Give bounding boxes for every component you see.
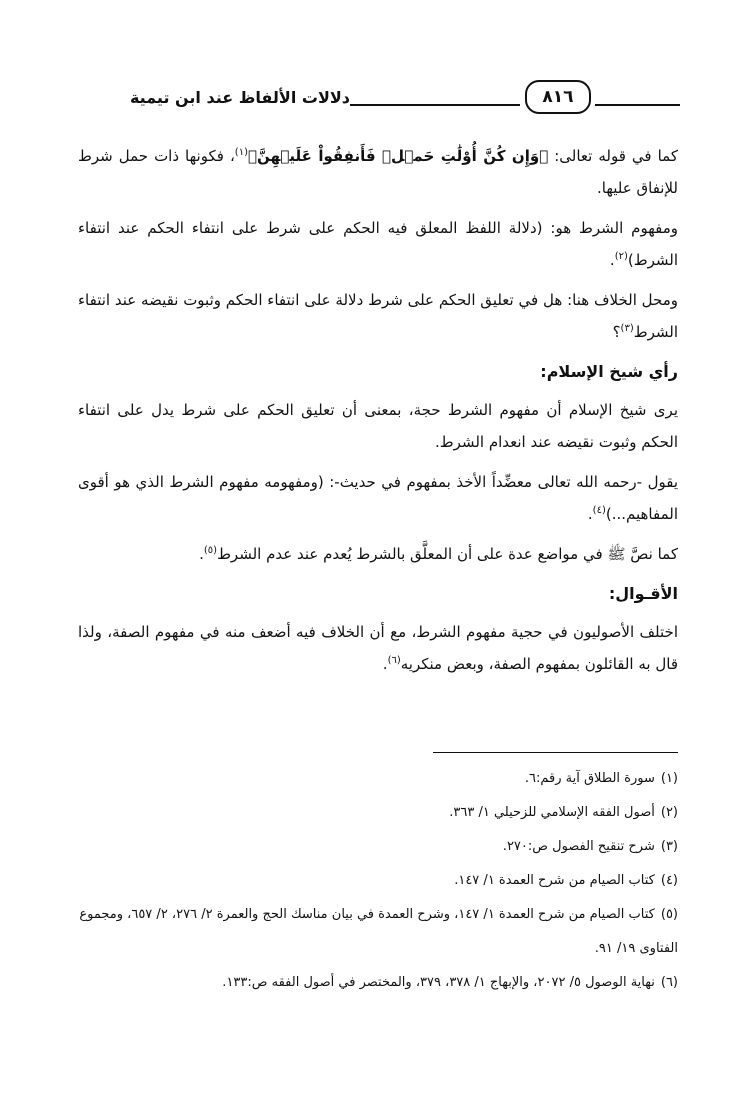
footnote-ref-5: (٥) — [203, 545, 218, 556]
footnote-ref-6: (٦) — [387, 655, 401, 666]
paragraph-6 — [78, 538, 678, 570]
page-number: ٨١٦ — [525, 80, 591, 114]
paragraph-6-text: كما نصَّ ﷺ في مواضع عدة على أن المعلَّق بالشرط يُعدم عند عدم الشرط — [217, 545, 678, 563]
footnote-text: شرح تنقيح الفصول ص:٢٧٠. — [502, 839, 655, 854]
section-heading-sheikh-opinion: رأي شيخ الإسلام: — [540, 362, 678, 381]
footnote — [78, 796, 678, 830]
header-rule-right — [595, 104, 680, 106]
main-text — [78, 140, 678, 688]
running-header — [60, 80, 680, 120]
footnote-number: (٢) — [660, 805, 678, 820]
paragraph-3-text: ومحل الخلاف هنا: هل في تعليق الحكم على شرط دلالة على انتفاء الحكم وثبوت نقيضه عند انتفاء الشرط — [78, 291, 678, 341]
paragraph-5-text: يقول -رحمه الله تعالى معضِّداً الأخذ بمفهوم في حديث-: (ومفهومه مفهوم الشرط الذي هو أقوى المفاهيم...) — [78, 473, 678, 523]
footnote-number: (٥) — [660, 907, 678, 922]
footnote-number: (٦) — [660, 975, 678, 990]
footnote-text: كتاب الصيام من شرح العمدة ١/ ١٤٧. — [454, 873, 655, 888]
paragraph-7 — [78, 616, 678, 680]
footnote-number: (٣) — [660, 839, 678, 854]
paragraph-4-text: يرى شيخ الإسلام أن مفهوم الشرط حجة، بمعنى أن تعليق الحكم على شرط يدل على انتفاء الحكم وثبوت نقيضه عند انعدام الشرط. — [78, 401, 678, 451]
paragraph-6-post: . — [199, 545, 204, 563]
paragraph-3-post: ؟ — [612, 323, 621, 341]
footnote-separator — [433, 752, 678, 753]
running-title: دلالات الألفاظ عند ابن تيمية — [129, 88, 350, 107]
paragraph-5 — [78, 466, 678, 530]
footnote — [78, 864, 678, 898]
paragraph-3 — [78, 284, 678, 348]
paragraph-7-text: اختلف الأصوليون في حجية مفهوم الشرط، مع أن الخلاف فيه أضعف منه في مفهوم الصفة، ولذا قال به القائلون بمفهوم الصفة، وبعض منكريه — [78, 623, 678, 673]
footnote-text: سورة الطلاق آية رقم:٦. — [524, 771, 655, 786]
footnote — [78, 762, 678, 796]
paragraph-7-post: . — [382, 655, 388, 673]
footnote — [78, 966, 678, 1000]
footnote-ref-2: (٢) — [614, 251, 628, 262]
footnote-text: نهاية الوصول ٥/ ٢٠٧٢، والإبهاج ١/ ٣٧٨، ٣٧٩، والمختصر في أصول الفقه ص:١٣٣. — [222, 975, 655, 990]
footnote-text: كتاب الصيام من شرح العمدة ١/ ١٤٧، وشرح العمدة في بيان مناسك الحج والعمرة ٢/ ٢٧٦، ٢/ ٦٥٧، ومجموع الفتاوى ١٩/ ٩١. — [79, 907, 678, 956]
footnote-ref-3: (٣) — [620, 323, 634, 334]
paragraph-2-text: ومفهوم الشرط هو: (دلالة اللفظ المعلق فيه الحكم على شرط على انتفاء الحكم عند انتفاء الشرط) — [78, 219, 678, 269]
paragraph-1 — [78, 140, 678, 204]
quran-verse: ﴿وَإِن كُنَّ أُوْلَٰتِ حَمۡلٖ فَأَنفِقُواْ عَلَيۡهِنَّ﴾ — [247, 147, 549, 165]
paragraph-5-post: . — [587, 505, 593, 523]
footnote — [78, 830, 678, 864]
paragraph-2 — [78, 212, 678, 276]
paragraph-2-post: . — [609, 251, 615, 269]
footnotes — [78, 762, 678, 1000]
footnote — [78, 898, 678, 966]
header-rule-middle — [350, 104, 520, 106]
paragraph-1-post: ، فكونها ذات حمل شرط للإنفاق عليها. — [78, 147, 678, 197]
footnote-text: أصول الفقه الإسلامي للزحيلي ١/ ٣٦٣. — [449, 805, 655, 820]
footnote-ref-1: (١) — [234, 147, 248, 158]
paragraph-1-pre: كما في قوله تعالى: — [548, 147, 678, 165]
footnote-number: (٤) — [660, 873, 678, 888]
paragraph-4 — [78, 394, 678, 458]
footnote-ref-4: (٤) — [592, 505, 606, 516]
section-heading-opinions: الأقـوال: — [608, 584, 678, 603]
footnote-number: (١) — [660, 771, 678, 786]
